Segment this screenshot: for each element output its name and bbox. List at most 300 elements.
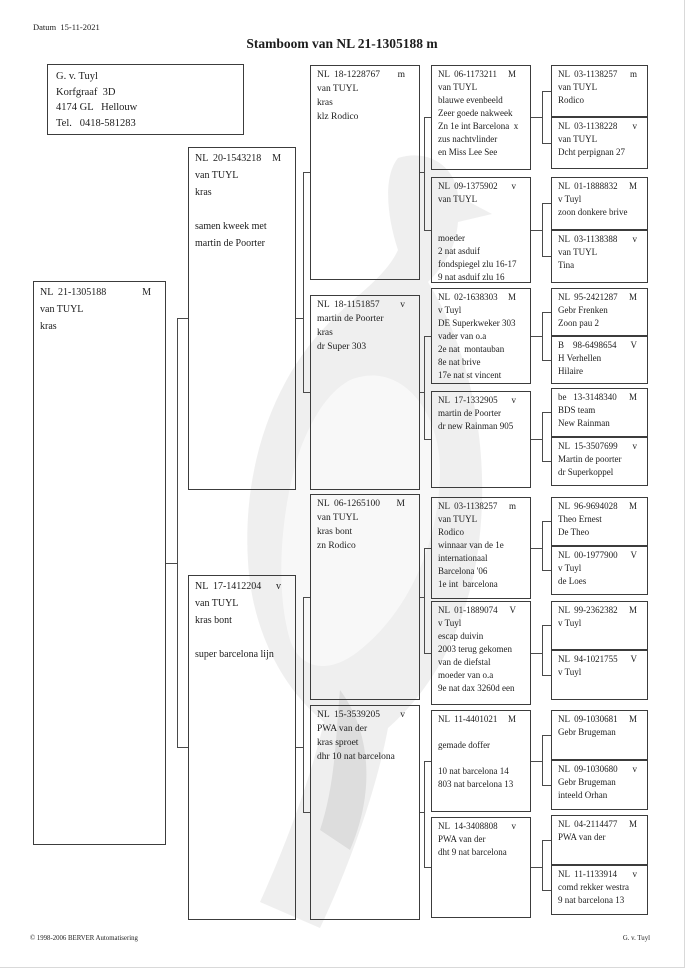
ring-line (558, 868, 643, 881)
box-line (438, 206, 526, 219)
pedigree-box-gen3-1 (310, 65, 420, 280)
connector-line (177, 318, 188, 319)
box-lines (558, 562, 643, 588)
pedigree-box-mother (188, 575, 296, 920)
box-lines (558, 352, 643, 378)
ring-line (558, 391, 643, 404)
connector-line (542, 203, 551, 204)
connector-line (542, 735, 543, 786)
box-line: v Tuyl (438, 618, 462, 628)
ring-number: NL 03-1138228 (558, 121, 618, 131)
sex-code: v (632, 869, 637, 879)
box-line: van TUYL (438, 514, 478, 524)
ring-number: NL 03-1138388 (558, 234, 618, 244)
sex-code: M (628, 292, 637, 302)
connector-line (296, 318, 303, 319)
ring-line (438, 394, 526, 407)
pedigree-box-gen5-13 (551, 710, 648, 760)
connector-line (303, 172, 304, 393)
connector-line (542, 360, 551, 361)
sex-code: v (632, 764, 637, 774)
box-lines (558, 404, 643, 430)
box-line: PWA van der (438, 834, 486, 844)
connector-line (542, 91, 543, 144)
sex-code: M (507, 292, 516, 302)
box-line: van TUYL (317, 513, 359, 523)
box-line: v Tuyl (558, 667, 582, 677)
sex-code: M (396, 499, 405, 509)
connector-line (303, 172, 310, 173)
connector-line (424, 867, 431, 868)
box-line: van TUYL (195, 598, 239, 609)
ring-line (438, 604, 526, 617)
pedigree-box-gen5-4 (551, 230, 648, 283)
box-line: van TUYL (438, 82, 478, 92)
box-line: 9 nat asduif zlu 16 (438, 272, 505, 282)
pedigree-box-gen5-9 (551, 497, 648, 546)
ring-number: NL 11-1133914 (558, 869, 617, 879)
ring-line (558, 440, 643, 453)
owner-address-box (47, 64, 244, 135)
box-line: v Tuyl (438, 305, 462, 315)
pedigree-box-gen3-4 (310, 705, 420, 920)
connector-line (542, 461, 551, 462)
ring-number: NL 18-1151857 (317, 300, 380, 310)
connector-line (542, 675, 551, 676)
box-line (438, 219, 526, 232)
box-lines (40, 301, 161, 335)
ring-line (558, 604, 643, 617)
ring-line (558, 818, 643, 831)
ring-line (317, 708, 415, 722)
box-line: martin de Poorter (317, 314, 384, 324)
box-lines (438, 617, 526, 695)
pedigree-box-gen5-7 (551, 388, 648, 437)
connector-line (424, 336, 431, 337)
box-line: Korfgraaf 3D (56, 86, 116, 98)
ring-line (558, 549, 643, 562)
connector-line (424, 117, 425, 231)
ring-number: NL 04-2114477 (558, 819, 618, 829)
pedigree-box-gen4-4 (431, 391, 531, 488)
ring-line (558, 339, 643, 352)
box-line: van de diefstal (438, 657, 491, 667)
ring-line (558, 120, 643, 133)
box-line: gemade doffer (438, 740, 491, 750)
pedigree-box-subject (33, 281, 166, 845)
box-lines (558, 133, 643, 159)
connector-line (531, 653, 542, 654)
ring-line (558, 291, 643, 304)
box-line: BDS team (558, 405, 596, 415)
ring-number: NL 96-9694028 (558, 501, 618, 511)
box-line: kras bont (317, 527, 353, 537)
box-line: kras (195, 187, 212, 198)
box-line: en Miss Lee See (438, 147, 498, 157)
box-lines (317, 511, 415, 553)
box-line: moeder (438, 233, 465, 243)
sex-code: M (628, 819, 637, 829)
box-line: v Tuyl (558, 563, 582, 573)
sex-code: v (632, 234, 637, 244)
ring-line (558, 500, 643, 513)
sex-code: V (630, 654, 637, 664)
box-lines (558, 666, 643, 679)
connector-line (420, 172, 424, 173)
sex-code: M (628, 501, 637, 511)
box-line: 2e nat montauban (438, 344, 505, 354)
box-line: klz Rodico (317, 112, 359, 122)
box-line: Barcelona '06 (438, 566, 488, 576)
box-line: inteeld Orhan (558, 790, 608, 800)
connector-line (542, 521, 551, 522)
connector-line (531, 336, 542, 337)
box-line: blauwe evenbeeld (438, 95, 503, 105)
connector-line (166, 563, 177, 564)
pedigree-box-father (188, 147, 296, 490)
ring-line (317, 298, 415, 312)
box-line: super barcelona lijn (195, 649, 274, 660)
ring-line (558, 653, 643, 666)
pedigree-box-gen4-1 (431, 65, 531, 170)
box-line: samen kweek met (195, 221, 267, 232)
sex-code: V (630, 340, 637, 350)
box-line: 803 nat barcelona 13 (438, 779, 514, 789)
box-line (438, 752, 526, 765)
box-line: Zeer goede nakweek (438, 108, 513, 118)
connector-line (542, 312, 551, 313)
box-lines (438, 193, 526, 284)
box-lines (317, 82, 415, 124)
box-line: H Verhellen (558, 353, 602, 363)
box-line: winnaar van de 1e (438, 540, 504, 550)
box-lines (317, 312, 415, 354)
connector-line (542, 840, 551, 841)
sex-code: m (629, 69, 637, 79)
pedigree-box-gen4-6 (431, 601, 531, 705)
connector-line (424, 653, 431, 654)
ring-number: NL 03-1138257 (438, 501, 498, 511)
ring-line (438, 713, 526, 726)
box-line: G. v. Tuyl (56, 71, 98, 82)
box-line: 2 nat asduif (438, 246, 480, 256)
connector-line (424, 548, 425, 654)
ring-line (558, 180, 643, 193)
box-lines (438, 81, 526, 159)
footer-copyright: © 1998-2006 BERVER Automatisering (30, 935, 138, 942)
connector-line (303, 597, 304, 813)
connector-line (542, 521, 543, 571)
connector-line (531, 230, 542, 231)
box-lines (558, 617, 643, 630)
connector-line (424, 761, 425, 868)
connector-line (424, 230, 431, 231)
connector-line (542, 625, 551, 626)
sex-code: V (630, 550, 637, 560)
box-lines (558, 246, 643, 272)
pedigree-box-gen4-5 (431, 497, 531, 599)
ring-number: NL 11-4401021 (438, 714, 498, 724)
box-lines (558, 453, 643, 479)
pedigree-box-gen5-3 (551, 177, 648, 230)
box-line: Dcht perpignan 27 (558, 147, 625, 157)
box-line: van TUYL (438, 194, 478, 204)
box-line: kras (317, 98, 333, 108)
box-line: Martin de poorter (558, 454, 622, 464)
box-line: van TUYL (195, 170, 239, 181)
box-lines (438, 726, 526, 791)
pedigree-box-gen5-5 (551, 288, 648, 336)
pedigree-box-gen3-3 (310, 494, 420, 700)
box-lines (558, 513, 643, 539)
box-line: 9e nat dax 3260d een (438, 683, 515, 693)
box-line: kras sproet (317, 738, 359, 748)
ring-number: NL 17-1332905 (438, 395, 498, 405)
sex-code: M (507, 714, 516, 724)
box-line: Tel. 0418-581283 (56, 117, 136, 129)
ring-number: NL 94-1021755 (558, 654, 618, 664)
connector-line (531, 867, 542, 868)
box-line: martin de Poorter (195, 238, 265, 249)
connector-line (531, 117, 542, 118)
connector-line (531, 439, 542, 440)
box-line: internationaal (438, 553, 488, 563)
box-line: de Loes (558, 576, 587, 586)
ring-line (558, 713, 643, 726)
box-line: 17e nat st vincent (438, 370, 502, 380)
pedigree-box-gen4-3 (431, 288, 531, 384)
box-line: vader van o.a (438, 331, 487, 341)
connector-line (531, 548, 542, 549)
ring-line (558, 68, 643, 81)
box-line: PWA van der (317, 724, 368, 734)
connector-line (542, 256, 551, 257)
box-line: Theo Ernest (558, 514, 602, 524)
box-line: 8e nat brive (438, 357, 481, 367)
ring-number: NL 09-1375902 (438, 181, 498, 191)
ring-number: NL 17-1412204 (195, 581, 262, 592)
connector-line (542, 91, 551, 92)
ring-number: NL 18-1228767 (317, 70, 380, 80)
box-line: Zoon pau 2 (558, 318, 599, 328)
box-line: dr Super 303 (317, 342, 367, 352)
pedigree-box-gen5-11 (551, 601, 648, 650)
box-line: 9 nat barcelona 13 (558, 895, 625, 905)
box-line: v Tuyl (558, 194, 582, 204)
box-line: kras (317, 328, 333, 338)
box-line: escap duivin (438, 631, 484, 641)
sex-code: v (511, 395, 516, 405)
box-line: Gebr Brugeman (558, 777, 616, 787)
ring-line (317, 497, 415, 511)
ring-number: B 98-6498654 (558, 340, 617, 350)
connector-line (177, 318, 178, 748)
sex-code: v (400, 710, 405, 720)
box-line: martin de Poorter (438, 408, 501, 418)
connector-line (531, 761, 542, 762)
box-lines (558, 193, 643, 219)
ring-number: NL 01-1888832 (558, 181, 618, 191)
box-line: dht 9 nat barcelona (438, 847, 507, 857)
connector-line (542, 625, 543, 676)
box-lines (558, 304, 643, 330)
sex-code: M (628, 392, 637, 402)
ring-number: NL 99-2362382 (558, 605, 618, 615)
connector-line (303, 392, 310, 393)
page-title: Stamboom van NL 21-1305188 m (246, 36, 438, 51)
pedigree-box-gen4-7 (431, 710, 531, 812)
box-line: fondspiegel zlu 16-17 (438, 259, 517, 269)
box-line: 2003 terug gekomen (438, 644, 512, 654)
box-line: zn Rodico (317, 541, 356, 551)
ring-line (438, 820, 526, 833)
connector-line (420, 812, 424, 813)
box-line (438, 726, 526, 739)
ring-number: NL 03-1138257 (558, 69, 618, 79)
box-line: van TUYL (558, 82, 598, 92)
box-line: van TUYL (40, 304, 84, 315)
box-lines (438, 833, 526, 859)
ring-number: NL 15-3539205 (317, 710, 380, 720)
box-line: 10 nat barcelona 14 (438, 766, 509, 776)
sex-code: v (632, 121, 637, 131)
box-line: 1e int barcelona (438, 579, 498, 589)
footer-owner: G. v. Tuyl (622, 935, 650, 942)
box-line: dhr 10 nat barcelona (317, 752, 395, 762)
sex-code: M (628, 181, 637, 191)
ring-line (558, 763, 643, 776)
box-line: Zn 1e int Barcelona x (438, 121, 519, 131)
connector-line (424, 117, 431, 118)
box-line: Tina (558, 260, 575, 270)
ring-line (438, 291, 526, 304)
connector-line (424, 548, 431, 549)
connector-line (420, 597, 424, 598)
connector-line (177, 747, 188, 748)
ring-line (40, 284, 161, 301)
connector-line (542, 570, 551, 571)
connector-line (420, 392, 424, 393)
connector-line (542, 312, 543, 361)
connector-line (542, 785, 551, 786)
date-label: Datum 15-11-2021 (33, 22, 100, 32)
sex-code: m (508, 501, 516, 511)
pedigree-box-gen4-8 (431, 817, 531, 918)
pedigree-box-gen5-14 (551, 760, 648, 810)
box-lines (558, 776, 643, 802)
sex-code: M (628, 714, 637, 724)
box-line: PWA van der (558, 832, 606, 842)
box-line: zoon donkere brive (558, 207, 628, 217)
box-line: dr new Rainman 905 (438, 421, 514, 431)
connector-line (542, 203, 543, 257)
sex-code: M (507, 69, 516, 79)
box-line (195, 629, 291, 646)
ring-line (438, 180, 526, 193)
sex-code: m (397, 70, 405, 80)
box-lines (558, 81, 643, 107)
connector-line (542, 840, 543, 891)
box-line: 4174 GL Hellouw (56, 102, 138, 113)
ring-number: NL 02-1638303 (438, 292, 498, 302)
box-line: Rodico (438, 527, 464, 537)
ring-number: NL 95-2421287 (558, 292, 618, 302)
box-line: kras (40, 321, 57, 332)
pedigree-box-gen3-2 (310, 295, 420, 490)
box-lines (558, 831, 643, 844)
box-lines (438, 304, 526, 382)
box-line: moeder van o.a (438, 670, 494, 680)
sex-code: v (400, 300, 405, 310)
pedigree-box-gen5-10 (551, 546, 648, 595)
sex-code: V (509, 605, 516, 615)
box-lines (558, 726, 643, 739)
pedigree-box-gen4-2 (431, 177, 531, 283)
connector-line (424, 761, 431, 762)
ring-number: NL 14-3408808 (438, 821, 498, 831)
sex-code: v (632, 441, 637, 451)
connector-line (303, 597, 310, 598)
pedigree-box-gen5-6 (551, 336, 648, 384)
box-line: Gebr Brugeman (558, 727, 616, 737)
box-line: van TUYL (317, 84, 359, 94)
ring-line (438, 68, 526, 81)
ring-number: NL 20-1543218 (195, 153, 262, 164)
connector-line (542, 143, 551, 144)
ring-line (558, 233, 643, 246)
box-line (195, 201, 291, 218)
pedigree-box-gen5-12 (551, 650, 648, 700)
sex-code: M (628, 605, 637, 615)
ring-line (195, 578, 291, 595)
box-line: Rodico (558, 95, 584, 105)
connector-line (424, 336, 425, 440)
sex-code: v (511, 181, 516, 191)
sex-code: v (511, 821, 516, 831)
box-line: dr Superkoppel (558, 467, 614, 477)
connector-line (542, 412, 551, 413)
box-line: kras bont (195, 615, 232, 626)
connector-line (542, 412, 543, 462)
ring-number: NL 21-1305188 (40, 287, 107, 298)
ring-number: NL 06-1265100 (317, 499, 380, 509)
connector-line (296, 747, 303, 748)
box-lines (438, 513, 526, 591)
box-line: Hilaire (558, 366, 583, 376)
box-line: Gebr Frenken (558, 305, 608, 315)
pedigree-box-gen5-15 (551, 815, 648, 865)
box-lines (558, 881, 643, 907)
box-lines (438, 407, 526, 433)
ring-number: NL 09-1030681 (558, 714, 618, 724)
box-line: comd rekker westra (558, 882, 629, 892)
pedigree-box-gen5-1 (551, 65, 648, 117)
sex-code: v (276, 581, 281, 592)
pedigree-box-gen5-16 (551, 865, 648, 915)
pedigree-box-gen5-8 (551, 437, 648, 486)
box-line: v Tuyl (558, 618, 582, 628)
box-line: van TUYL (558, 247, 598, 257)
box-line: De Theo (558, 527, 590, 537)
box-lines (195, 167, 291, 252)
box-line: zus nachtvlinder (438, 134, 498, 144)
box-line: DE Superkweker 303 (438, 318, 516, 328)
ring-number: NL 15-3507699 (558, 441, 618, 451)
connector-line (542, 735, 551, 736)
ring-number: be 13-3148340 (558, 392, 617, 402)
sex-code: M (272, 153, 281, 164)
ring-number: NL 09-1030680 (558, 764, 618, 774)
